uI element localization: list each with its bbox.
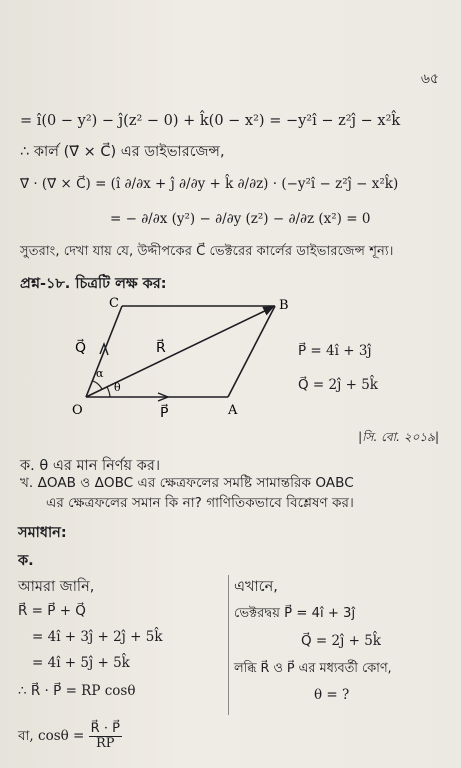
left-R-sum: R⃗ = P⃗ + Q⃗	[18, 603, 86, 619]
right-theta-unknown: θ = ?	[314, 687, 350, 703]
right-vector-P: ভেক্টরদ্বয় P⃗ = 4î + 3ĵ	[234, 606, 356, 621]
left-cos-theta	[18, 722, 122, 751]
vector-Q-equation: Q⃗ = 2ĵ + 5k̂	[298, 377, 378, 393]
column-divider	[228, 575, 229, 715]
left-R-expand: = 4î + 3ĵ + 2ĵ + 5k̂	[32, 629, 163, 645]
curl-result-line: = î(0 − y²) − ĵ(z² − 0) + k̂(0 − x²) = −y²î − z²ĵ − x²k̂	[20, 113, 401, 129]
vector-label-P: P⃗	[160, 405, 169, 421]
vector-P-equation: P⃗ = 4î + 3ĵ	[298, 343, 372, 359]
right-angle-statement: লব্ধি R⃗ ও P⃗ এর মধ্যবর্তী কোণ,	[234, 661, 392, 676]
board-reference: |সি. বো. ২০১৯|	[358, 430, 439, 444]
cos-theta-fraction	[89, 722, 122, 751]
fraction-denominator: RP	[96, 736, 115, 751]
vertex-label-A: A	[228, 403, 238, 418]
question-b-line1: খ. ΔOAB ও ΔOBC এর ক্ষেত্রফলের সমষ্টি সামান্তরিক OABC	[20, 475, 354, 491]
left-we-know: আমরা জানি,	[18, 579, 95, 595]
right-vector-Q: Q⃗ = 2ĵ + 5k̂	[301, 633, 381, 649]
right-here: এখানে,	[234, 579, 278, 595]
left-dot-product: ∴ R⃗ · P⃗ = RP cosθ	[18, 683, 136, 699]
divergence-result-line: = − ∂/∂x (y²) − ∂/∂y (z²) − ∂/∂z (x²) = 0	[110, 211, 371, 227]
page-number: ৬৫	[420, 71, 439, 87]
angle-label-theta: θ	[114, 381, 121, 394]
divergence-of-curl-label: ∴ কার্ল (∇⃗ × C⃗) এর ডাইভারজেন্স,	[20, 144, 225, 160]
question-heading: প্রশ্ন-১৮. চিত্রটি লক্ষ কর:	[20, 276, 167, 292]
part-a-label: ক.	[18, 553, 34, 569]
vector-label-Q: Q⃗	[75, 340, 87, 356]
divergence-expansion-line: ∇⃗ · (∇⃗ × C⃗) = (î ∂/∂x + ĵ ∂/∂y + k̂ ∂/∂z) · (−y²î − z²ĵ − x²k̂)	[20, 176, 399, 192]
solution-heading: সমাধান:	[18, 525, 67, 541]
angle-arc-theta	[107, 387, 110, 397]
parallelogram-figure	[68, 292, 298, 422]
left-R-result: = 4î + 5ĵ + 5k̂	[32, 655, 130, 671]
vector-label-R: R⃗	[156, 340, 166, 356]
angle-label-alpha: α	[96, 367, 104, 380]
angle-arc-alpha	[93, 381, 102, 389]
vertex-label-O: O	[72, 403, 83, 418]
side-BA	[228, 306, 275, 397]
fraction-numerator: R⃗ · P⃗	[90, 721, 120, 736]
cos-theta-prefix: বা, cosθ =	[18, 728, 85, 744]
question-a: ক. θ এর মান নির্ণয় কর।	[20, 458, 161, 474]
vertex-label-B: B	[279, 298, 289, 313]
vertex-label-C: C	[109, 296, 119, 311]
question-b-line2: এর ক্ষেত্রফলের সমান কি না? গাণিতিকভাবে বিশ্লেষণ কর।	[46, 495, 354, 511]
conclusion-line: সুতরাং, দেখা যায় যে, উদ্দীপকের C⃗ ভেক্টরের কার্লের ডাইভারজেন্স শূন্য।	[20, 244, 394, 259]
